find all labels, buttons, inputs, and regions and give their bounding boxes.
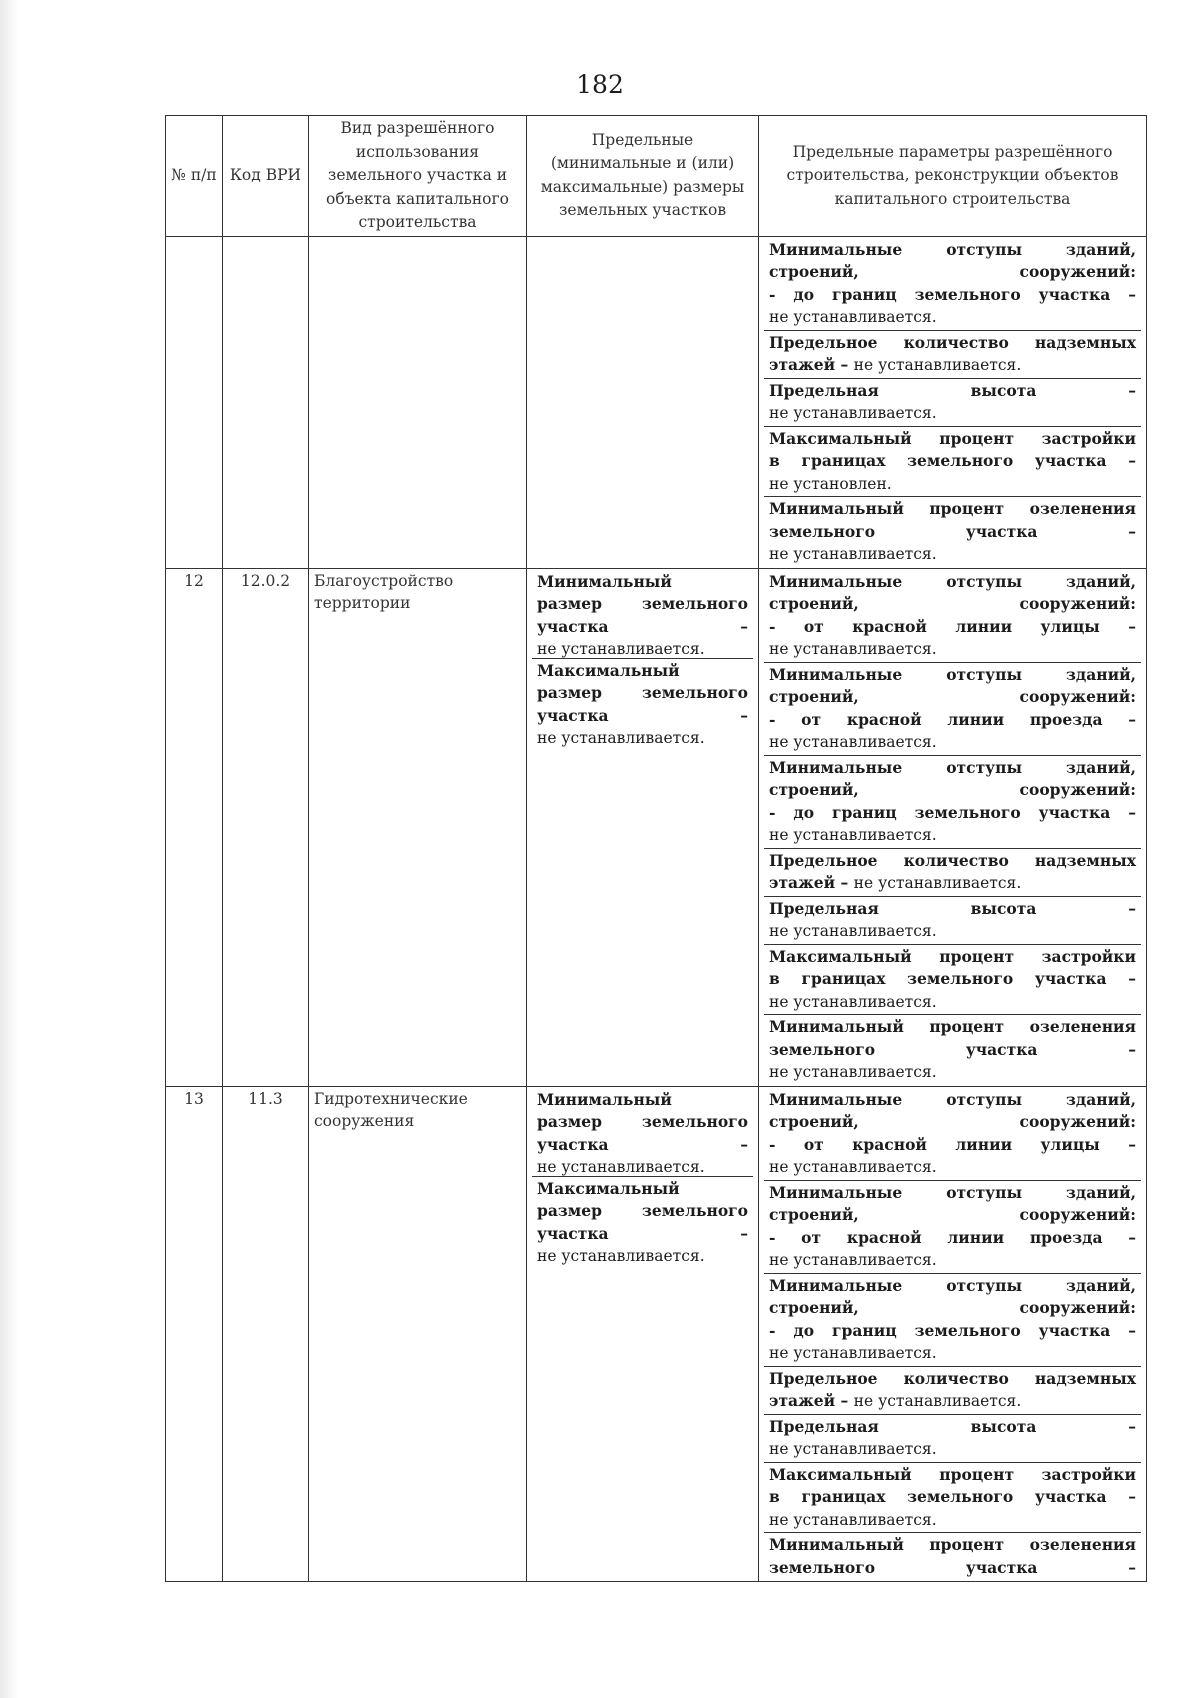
plain-fragment: не устанавливается.: [853, 874, 1022, 892]
value-text: не устанавливается.: [769, 404, 937, 422]
value-text: не устанавливается.: [537, 640, 705, 658]
bold-line: размер земельного: [537, 1201, 748, 1220]
bold-line: участка –: [537, 1134, 748, 1154]
row-use-type: Благоустройство территории: [309, 568, 527, 1086]
param-block: [764, 1274, 1141, 1367]
param-block: [764, 1181, 1141, 1274]
bold-line: Максимальный процент застройки: [769, 428, 1136, 448]
bold-line: - от красной линии улицы –: [769, 1134, 1136, 1154]
bold-line: земельного участка –: [769, 521, 1136, 541]
param-block: [764, 427, 1141, 498]
bold-line: Минимальный: [537, 571, 672, 591]
bold-line: Предельное количество надземных: [769, 332, 1136, 352]
bold-line: Минимальный: [537, 1089, 672, 1109]
header-build-params: Предельные параметры разрешённого строительства, реконструкции объектов капитального строительства: [759, 116, 1147, 237]
bold-line: в границах земельного участка –: [769, 969, 1136, 988]
bold-line: Минимальный процент озеленения: [769, 1017, 1136, 1036]
value-text: не устанавливается.: [769, 992, 937, 1011]
row-number: 12: [166, 568, 223, 1086]
bold-line: строений, сооружений:: [769, 780, 1136, 799]
param-block: [764, 238, 1141, 331]
bold-line: размер земельного: [537, 1112, 748, 1131]
bold-line: в границах земельного участка –: [769, 1487, 1136, 1506]
mixed-line: [769, 1390, 1136, 1413]
plain-fragment: не устанавливается.: [853, 1392, 1022, 1410]
value-text: не устанавливается.: [769, 1251, 937, 1269]
row-plot-sizes: [527, 568, 759, 1086]
scan-edge: [0, 0, 18, 1698]
param-block: [764, 570, 1141, 663]
row-number: 13: [166, 1086, 223, 1582]
plain-fragment: не устанавливается.: [853, 356, 1022, 374]
bold-line: участка –: [537, 616, 748, 636]
table-header-row: [166, 116, 1147, 237]
value-text: не устанавливается.: [537, 729, 705, 747]
header-use-type: Вид разрешённого использования земельного участка и объекта капитального строительства: [309, 116, 527, 237]
bold-fragment: этажей –: [769, 873, 854, 892]
bold-line: земельного участка –: [769, 1039, 1136, 1059]
row-code: 12.0.2: [223, 568, 309, 1086]
param-block: [764, 663, 1141, 756]
bold-line: строений, сооружений:: [769, 1112, 1136, 1131]
value-text: не устанавливается.: [769, 922, 937, 940]
row-plot-sizes: [527, 1086, 759, 1582]
row-build-params: [759, 236, 1147, 568]
bold-line: в границах земельного участка –: [769, 451, 1136, 470]
table-row: [166, 236, 1147, 568]
row-code: [223, 236, 309, 568]
bold-line: Минимальный процент озеленения: [769, 1535, 1136, 1554]
param-block: [764, 849, 1141, 897]
value-text: не устанавливается.: [537, 1158, 705, 1176]
bold-line: Предельное количество надземных: [769, 850, 1136, 870]
row-build-params: [759, 1086, 1147, 1582]
bold-line: Предельное количество надземных: [769, 1368, 1136, 1388]
bold-line: Предельная высота –: [769, 898, 1136, 918]
bold-line: строений, сооружений:: [769, 594, 1136, 613]
param-block: [764, 497, 1141, 567]
table-row: [166, 1086, 1147, 1582]
param-block: [764, 945, 1141, 1016]
bold-line: Минимальные отступы зданий,: [769, 1089, 1136, 1109]
mixed-line: [769, 354, 1136, 377]
param-block: [764, 1463, 1141, 1534]
bold-line: Максимальный процент застройки: [769, 946, 1136, 966]
header-plot-sizes: Предельные (минимальные и (или) максимальные) размеры земельных участков: [527, 116, 759, 237]
value-text: не устанавливается.: [769, 733, 937, 751]
bold-fragment: этажей –: [769, 355, 854, 374]
plot-size-block: [532, 659, 753, 751]
row-code: 11.3: [223, 1086, 309, 1582]
page-number: 182: [576, 70, 624, 99]
param-block: [764, 1415, 1141, 1463]
bold-line: Минимальные отступы зданий,: [769, 757, 1136, 777]
bold-line: Максимальный процент застройки: [769, 1464, 1136, 1484]
value-text: не устанавливается.: [769, 1510, 937, 1529]
row-number: [166, 236, 223, 568]
bold-line: размер земельного: [537, 594, 748, 613]
param-block: [764, 897, 1141, 945]
value-text: не устанавливается.: [769, 545, 937, 563]
bold-line: Минимальные отступы зданий,: [769, 664, 1136, 684]
param-block: [764, 756, 1141, 849]
plot-size-block: [532, 1088, 753, 1177]
bold-line: - от красной линии проезда –: [769, 709, 1136, 729]
bold-line: - от красной линии проезда –: [769, 1227, 1136, 1247]
bold-line: размер земельного: [537, 683, 748, 702]
regulations-table: [165, 115, 1147, 1582]
param-block: [764, 1088, 1141, 1181]
plot-size-block: [532, 570, 753, 659]
table-row: [166, 568, 1147, 1086]
value-text: не устанавливается.: [769, 1063, 937, 1081]
bold-line: строений, сооружений:: [769, 687, 1136, 706]
row-use-type: [309, 236, 527, 568]
bold-line: - до границ земельного участка –: [769, 284, 1136, 304]
param-block: [764, 1015, 1141, 1085]
row-plot-sizes: [527, 236, 759, 568]
value-text: не устанавливается.: [769, 308, 937, 326]
value-text: не устанавливается.: [769, 826, 937, 844]
bold-line: Минимальный процент озеленения: [769, 499, 1136, 518]
bold-line: Минимальные отступы зданий,: [769, 1275, 1136, 1295]
bold-line: - до границ земельного участка –: [769, 802, 1136, 822]
bold-line: Максимальный: [537, 1178, 680, 1198]
bold-line: строений, сооружений:: [769, 262, 1136, 281]
plot-size-block: [532, 1177, 753, 1269]
bold-fragment: этажей –: [769, 1391, 854, 1410]
value-text: не устанавливается.: [769, 640, 937, 658]
param-block: [764, 1367, 1141, 1415]
row-use-type: Гидротехнические сооружения: [309, 1086, 527, 1582]
bold-line: строений, сооружений:: [769, 1298, 1136, 1317]
bold-line: - от красной линии улицы –: [769, 616, 1136, 636]
header-number: № п/п: [166, 116, 223, 237]
param-block: [764, 379, 1141, 427]
value-text: не установлен.: [769, 474, 892, 493]
bold-line: строений, сооружений:: [769, 1205, 1136, 1224]
bold-line: Предельная высота –: [769, 380, 1136, 400]
param-block: [764, 331, 1141, 379]
bold-line: земельного участка –: [769, 1557, 1136, 1577]
mixed-line: [769, 872, 1136, 895]
bold-line: Минимальные отступы зданий,: [769, 239, 1136, 259]
bold-line: Минимальные отступы зданий,: [769, 571, 1136, 591]
bold-line: Предельная высота –: [769, 1416, 1136, 1436]
value-text: не устанавливается.: [769, 1440, 937, 1458]
bold-line: участка –: [537, 705, 748, 725]
value-text: не устанавливается.: [769, 1344, 937, 1362]
header-code: Код ВРИ: [223, 116, 309, 237]
value-text: не устанавливается.: [537, 1247, 705, 1265]
param-block: [764, 1533, 1141, 1580]
value-text: не устанавливается.: [769, 1158, 937, 1176]
bold-line: Максимальный: [537, 660, 680, 680]
row-build-params: [759, 568, 1147, 1086]
bold-line: Минимальные отступы зданий,: [769, 1182, 1136, 1202]
bold-line: участка –: [537, 1223, 748, 1243]
bold-line: - до границ земельного участка –: [769, 1320, 1136, 1340]
